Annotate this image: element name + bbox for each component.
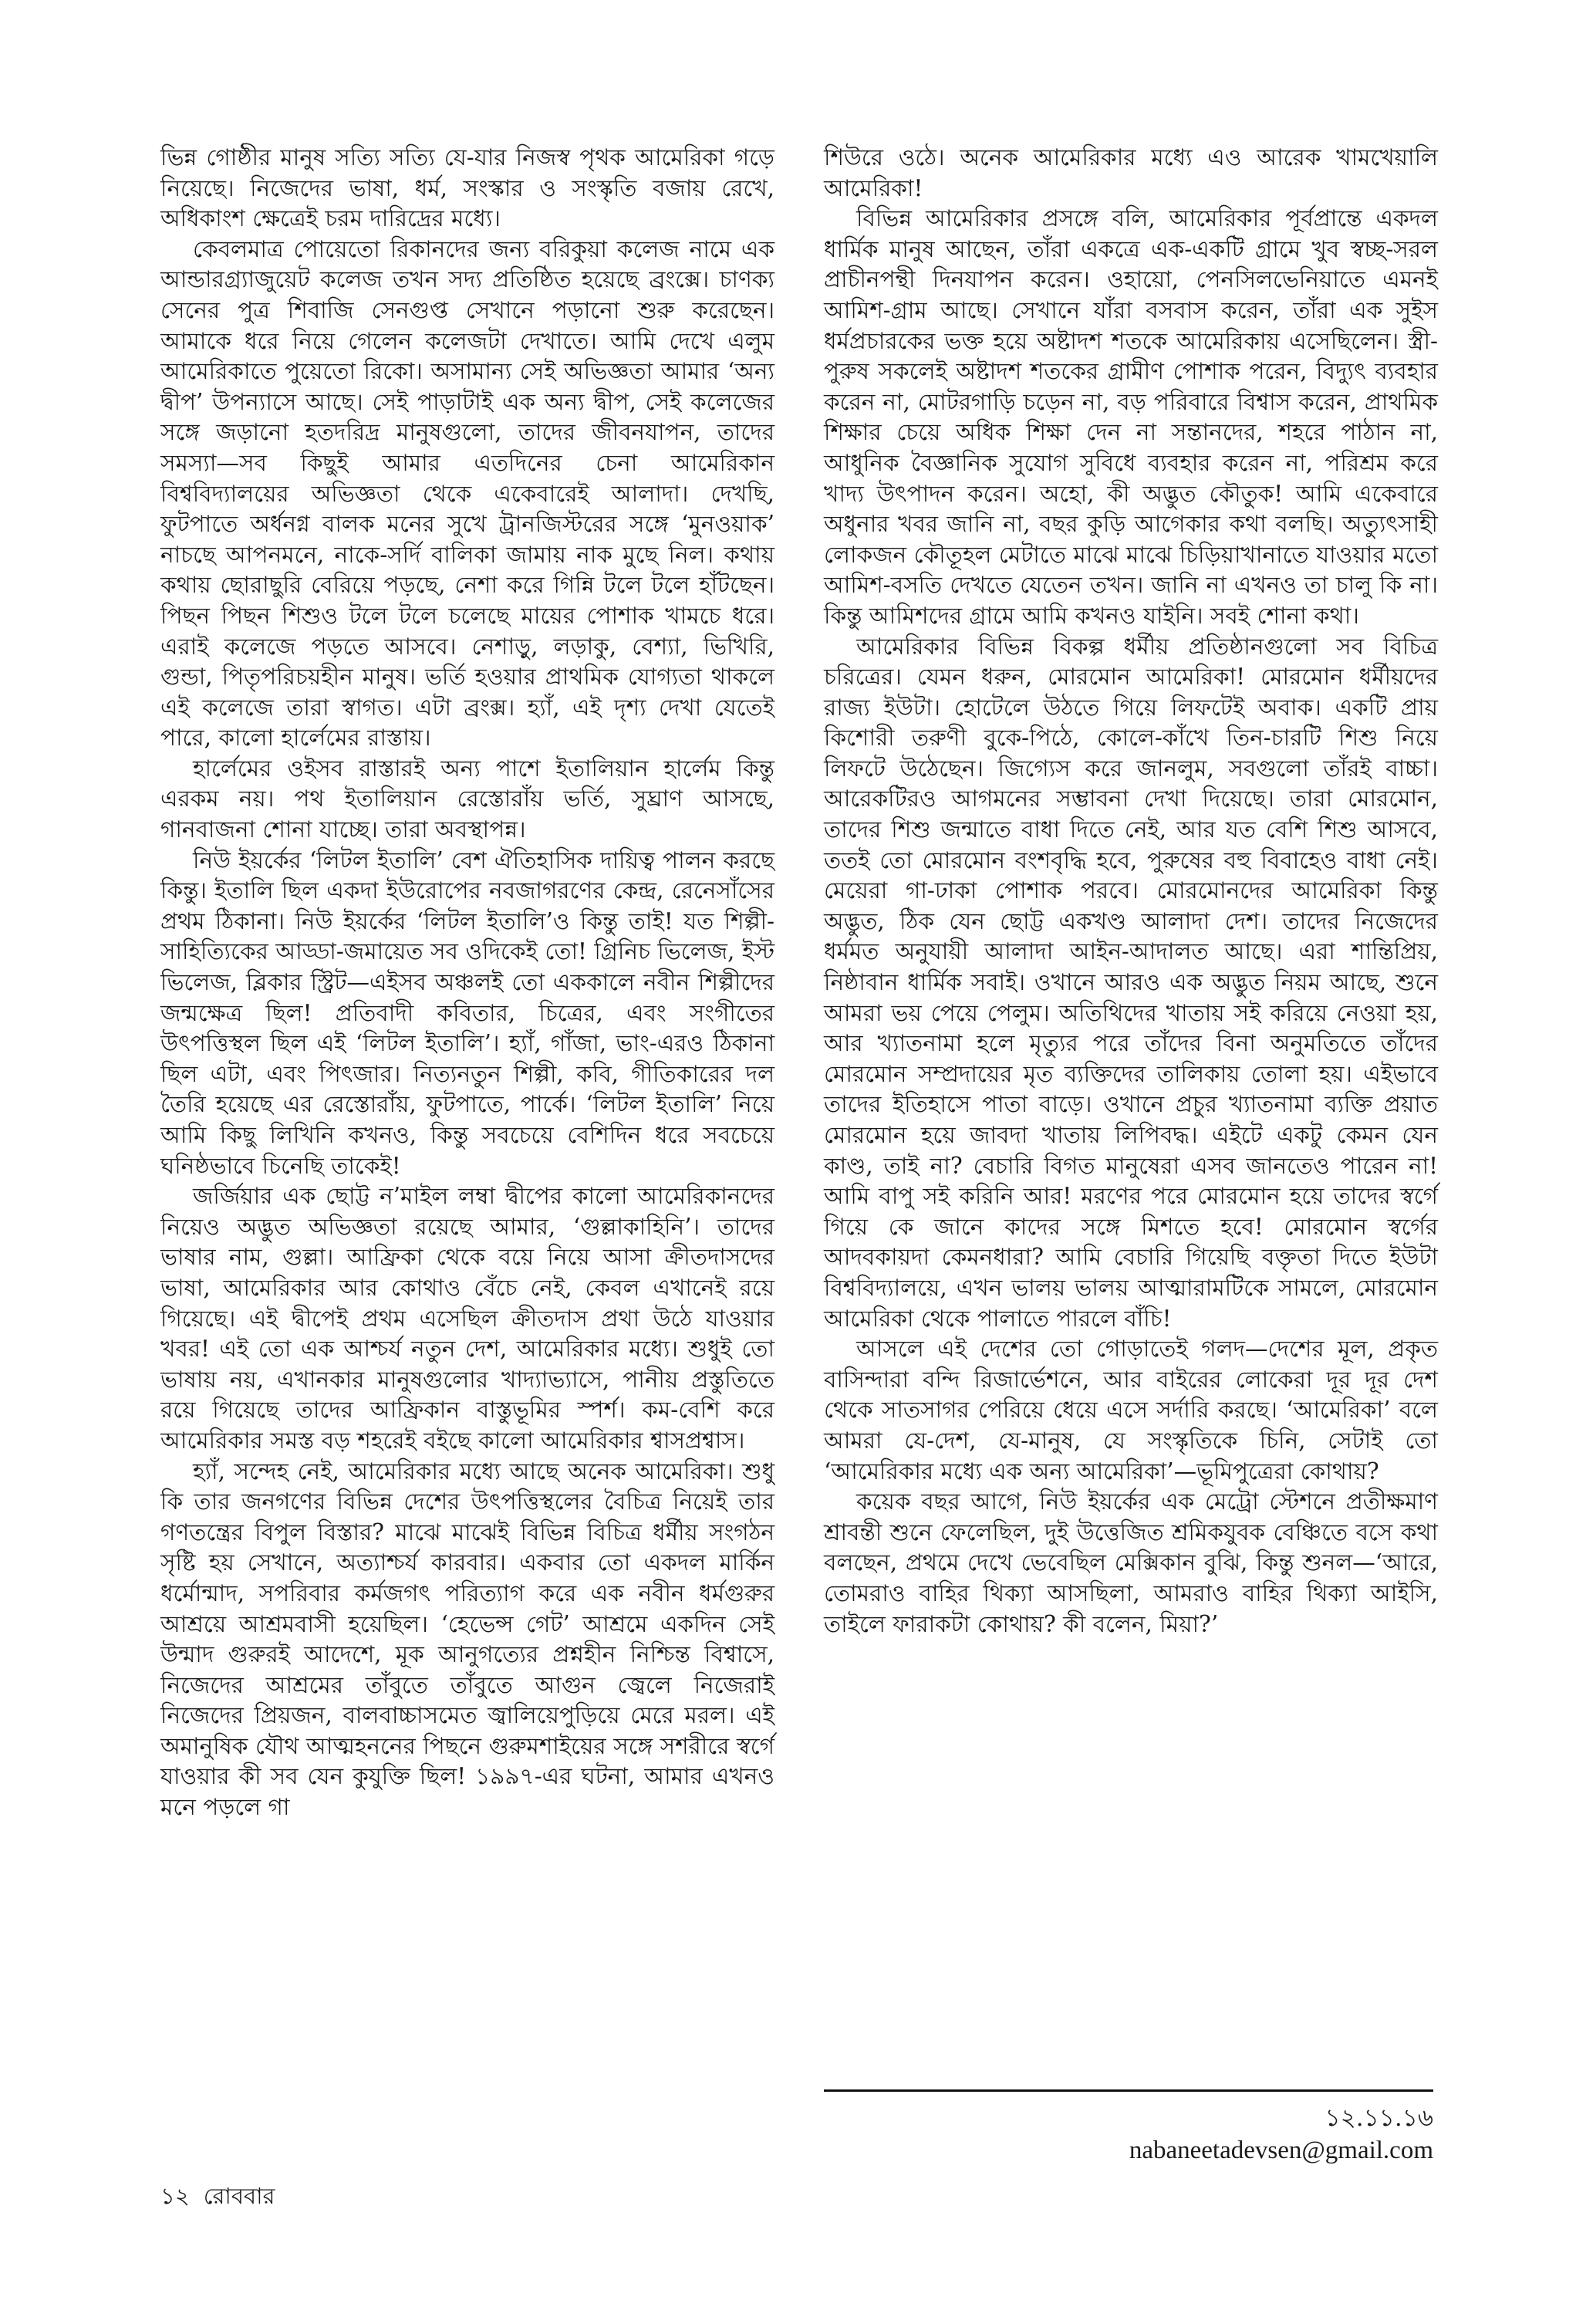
section-name: রোববার	[203, 2183, 275, 2209]
article-date: ১২.১১.১৬	[1325, 2104, 1433, 2132]
signature-divider	[824, 2089, 1433, 2092]
article-column-left	[160, 143, 775, 1823]
paragraph: হার্লেমের ওইসব রাস্তারই অন্য পাশে ইতালিয়ান হার্লেম কিন্তু এরকম নয়। পথ ইতালিয়ান রেস্তোরাঁয় ভর্তি, সুঘ্রাণ আসছে, গানবাজনা শোনা যাচ্ছে। তারা অবস্থাপন্ন।	[160, 755, 775, 843]
article-column-right	[824, 143, 1438, 1640]
paragraph: ভিন্ন গোষ্ঠীর মানুষ সত্যি সত্যি যে-যার নিজস্ব পৃথক আমেরিকা গড়ে নিয়েছে। নিজেদের ভাষা, ধর্ম, সংস্কার ও সংস্কৃতি বজায় রেখে, অধিকাংশ ক্ষেত্রেই চরম দারিদ্রের মধ্যে।	[160, 144, 775, 232]
paragraph: কেবলমাত্র পোয়েতো রিকানদের জন্য বরিকুয়া কলেজ নামে এক আন্ডারগ্র্যাজুয়েট কলেজ তখন সদ্য প্রতিষ্ঠিত হয়েছে ব্রংক্সে। চাণক্য সেনের পুত্র শিবাজি সেনগুপ্ত সেখানে পড়ানো শুরু করেছেন। আমাকে ধরে নিয়ে গেলেন কলেজটা দেখাতে। আমি দেখে এলুম আমেরিকাতে পুয়েতো রিকো। অসামান্য সেই অভিজ্ঞতা আমার ‘অন্য দ্বীপ’ উপন্যাসে আছে। সেই পাড়াটাই এক অন্য দ্বীপ, সেই কলেজের সঙ্গে জড়ানো হতদরিদ্র মানুষগুলো, তাদের জীবনযাপন, তাদের সমস্যা—সব কিছুই আমার এতদিনের চেনা আমেরিকান বিশ্ববিদ্যালয়ের অভিজ্ঞতা থেকে একেবারেই আলাদা। দেখছি, ফুটপাতে অর্ধনগ্ন বালক মনের সুখে ট্রানজিস্টরের সঙ্গে ‘মুনওয়াক’ নাচছে আপনমনে, নাকে-সর্দি বালিকা জামায় নাক মুছে নিল। কথায় কথায় ছোরাছুরি বেরিয়ে পড়ছে, নেশা করে গিন্নি টলে টলে হাঁটছেন। পিছন পিছন শিশুও টলে টলে চলেছে মায়ের পোশাক খামচে ধরে। এরাই কলেজে পড়তে আসবে। নেশাড়ু, লড়াকু, বেশ্যা, ভিখিরি, গুন্ডা, পিতৃপরিচয়হীন মানুষ। ভর্তি হওয়ার প্রাথমিক যোগ্যতা থাকলে এই কলেজে তারা স্বাগত। এটা ব্রংক্স। হ্যাঁ, এই দৃশ্য দেখা যেতেই পারে, কালো হার্লেমের রাস্তায়।	[160, 235, 775, 752]
paragraph: আমেরিকার বিভিন্ন বিকল্প ধর্মীয় প্রতিষ্ঠানগুলো সব বিচিত্র চরিত্রের। যেমন ধরুন, মোরমোন আমেরিকা! মোরমোন ধর্মীয়দের রাজ্য ইউটা। হোটেলে উঠতে গিয়ে লিফটেই অবাক। একটি প্রায় কিশোরী তরুণী বুকে-পিঠে, কোলে-কাঁখে তিন-চারটি শিশু নিয়ে লিফটে উঠেছেন। জিগ্যেস করে জানলুম, সবগুলো তাঁরই বাচ্চা। আরেকটিরও আগমনের সম্ভাবনা দেখা দিয়েছে। তারা মোরমোন, তাদের শিশু জন্মাতে বাধা দিতে নেই, আর যত বেশি শিশু আসবে, ততই তো মোরমোন বংশবৃদ্ধি হবে, পুরুষের বহু বিবাহেও বাধা নেই। মেয়েরা গা-ঢাকা পোশাক পরবে। মোরমোনদের আমেরিকা কিন্তু অদ্ভুত, ঠিক যেন ছোট্ট একখণ্ড আলাদা দেশ। তাদের নিজেদের ধর্মমত অনুযায়ী আলাদা আইন-আদালত আছে। এরা শান্তিপ্রিয়, নিষ্ঠাবান ধার্মিক সবাই। ওখানে আরও এক অদ্ভুত নিয়ম আছে, শুনে আমরা ভয় পেয়ে পেলুম। অতিথিদের খাতায় সই করিয়ে নেওয়া হয়, আর খ্যাতনামা হলে মৃত্যুর পরে তাঁদের বিনা অনুমতিতে তাঁদের মোরমোন সম্প্রদায়ের মৃত ব্যক্তিদের তালিকায় তোলা হয়। এইভাবে তাদের ইতিহাসে পাতা বাড়ে। ওখানে প্রচুর খ্যাতনামা ব্যক্তি প্রয়াত মোরমোন হয়ে জাবদা খাতায় লিপিবদ্ধ। এইটে একটু কেমন যেন কাণ্ড, তাই না? বেচারি বিগত মানুষেরা এসব জানতেও পারেন না! আমি বাপু সই করিনি আর! মরণের পরে মোরমোন হয়ে তাদের স্বর্গে গিয়ে কে জানে কাদের সঙ্গে মিশতে হবে! মোরমোন স্বর্গের আদবকায়দা কেমনধারা? আমি বেচারি গিয়েছি বক্তৃতা দিতে ইউটা বিশ্ববিদ্যালয়ে, এখন ভালয় ভালয় আত্মারামটিকে সামলে, মোরমোন আমেরিকা থেকে পালাতে পারলে বাঁচি!	[824, 633, 1438, 1332]
paragraph: বিভিন্ন আমেরিকার প্রসঙ্গে বলি, আমেরিকার পূর্বপ্রান্তে একদল ধার্মিক মানুষ আছেন, তাঁরা একত্রে এক-একটি গ্রামে খুব স্বচ্ছ-সরল প্রাচীনপন্থী দিনযাপন করেন। ওহায়ো, পেনসিলভেনিয়াতে এমনই আমিশ-গ্রাম আছে। সেখানে যাঁরা বসবাস করেন, তাঁরা এক সুইস ধর্মপ্রচারকের ভক্ত হয়ে অষ্টাদশ শতকে আমেরিকায় এসেছিলেন। স্ত্রী-পুরুষ সকলেই অষ্টাদশ শতকের গ্রামীণ পোশাক পরেন, বিদ্যুৎ ব্যবহার করেন না, মোটরগাড়ি চড়েন না, বড় পরিবারে বিশ্বাস করেন, প্রাথমিক শিক্ষার চেয়ে অধিক শিক্ষা দেন না সন্তানদের, শহরে পাঠান না, আধুনিক বৈজ্ঞানিক সুযোগ সুবিধে ব্যবহার করেন না, পরিশ্রম করে খাদ্য উৎপাদন করেন। অহো, কী অদ্ভুত কৌতুক! আমি একেবারে অধুনার খবর জানি না, বছর কুড়ি আগেকার কথা বলছি। অত্যুৎসাহী লোকজন কৌতূহল মেটাতে মাঝে মাঝে চিড়িয়াখানাতে যাওয়ার মতো আমিশ-বসতি দেখতে যেতেন তখন। জানি না এখনও তা চালু কি না। কিন্তু আমিশদের গ্রামে আমি কখনও যাইনি। সবই শোনা কথা।	[824, 205, 1438, 629]
page-footer	[160, 2180, 289, 2211]
paragraph: শিউরে ওঠে। অনেক আমেরিকার মধ্যে এও আরেক খামখেয়ালি আমেরিকা!	[824, 144, 1438, 201]
author-email[interactable]: nabaneetadevsen@gmail.com	[1129, 2137, 1433, 2164]
paragraph: আসলে এই দেশের তো গোড়াতেই গলদ—দেশের মূল, প্রকৃত বাসিন্দারা বন্দি রিজার্ভেশনে, আর বাইরের লোকেরা দূর দূর দেশ থেকে সাতসাগর পেরিয়ে ধেয়ে এসে সর্দারি করছে। ‘আমেরিকা’ বলে আমরা যে-দেশ, যে-মানুষ, যে সংস্কৃতিকে চিনি, সেটাই তো ‘আমেরিকার মধ্যে এক অন্য আমেরিকা’—ভূমিপুত্রেরা কোথায়?	[824, 1336, 1438, 1485]
paragraph: হ্যাঁ, সন্দেহ নেই, আমেরিকার মধ্যে আছে অনেক আমেরিকা। শুধু কি তার জনগণের বিভিন্ন দেশের উৎপত্তিস্থলের বৈচিত্র নিয়েই তার গণতন্ত্রের বিপুল বিস্তার? মাঝে মাঝেই বিভিন্ন বিচিত্র ধর্মীয় সংগঠন সৃষ্টি হয় সেখানে, অত্যাশ্চর্য কারবার। একবার তো একদল মার্কিন ধর্মোন্মাদ, সপরিবার কর্মজগৎ পরিত্যাগ করে এক নবীন ধর্মগুরুর আশ্রয়ে আশ্রমবাসী হয়েছিল। ‘হেভেন্স গেট’ আশ্রমে একদিন সেই উন্মাদ গুরুরই আদেশে, মূক আনুগত্যের প্রশ্নহীন নিশ্চিন্ত বিশ্বাসে, নিজেদের আশ্রমের তাঁবুতে তাঁবুতে আগুন জ্বেলে নিজেরাই নিজেদের প্রিয়জন, বালবাচ্চাসমেত জ্বালিয়েপুড়িয়ে মেরে মরল। এই অমানুষিক যৌথ আত্মহননের পিছনে গুরুমশাইয়ের সঙ্গে সশরীরে স্বর্গে যাওয়ার কী সব যেন কুযুক্তি ছিল! ১৯৯৭-এর ঘটনা, আমার এখনও মনে পড়লে গা	[160, 1458, 775, 1821]
page-number: ১২	[160, 2183, 190, 2209]
paragraph: নিউ ইয়র্কের ‘লিটল ইতালি’ বেশ ঐতিহাসিক দায়িত্ব পালন করছে কিন্তু। ইতালি ছিল একদা ইউরোপের নবজাগরণের কেন্দ্র, রেনেসাঁসের প্রথম ঠিকানা। নিউ ইয়র্কের ‘লিটল ইতালি’ও কিন্তু তাই! যত শিল্পী-সাহিত্যিকের আড্ডা-জমায়েত সব ওদিকেই তো! গ্রিনিচ ভিলেজ, ইস্ট ভিলেজ, ব্লিকার স্ট্রিট—এইসব অঞ্চলই তো এককালে নবীন শিল্পীদের জন্মক্ষেত্র ছিল! প্রতিবাদী কবিতার, চিত্রের, এবং সংগীতের উৎপত্তিস্থল ছিল এই ‘লিটল ইতালি’। হ্যাঁ, গাঁজা, ভাং-এরও ঠিকানা ছিল এটা, এবং পিৎজার। নিত্যনতুন শিল্পী, কবি, গীতিকারের দল তৈরি হয়েছে এর রেস্তোরাঁয়, ফুটপাতে, পার্কে। ‘লিটল ইতালি’ নিয়ে আমি কিছু লিখিনি কখনও, কিন্তু সবচেয়ে বেশিদিন ধরে সবচেয়ে ঘনিষ্ঠভাবে চিনেছি তাকেই!	[160, 846, 775, 1179]
paragraph: জর্জিয়ার এক ছোট্ট ন’মাইল লম্বা দ্বীপের কালো আমেরিকানদের নিয়েও অদ্ভুত অভিজ্ঞতা রয়েছে আমার, ‘গুল্লাকাহিনি’। তাদের ভাষার নাম, গুল্লা। আফ্রিকা থেকে বয়ে নিয়ে আসা ক্রীতদাসদের ভাষা, আমেরিকার আর কোথাও বেঁচে নেই, কেবল এখানেই রয়ে গিয়েছে। এই দ্বীপেই প্রথম এসেছিল ক্রীতদাস প্রথা উঠে যাওয়ার খবর! এই তো এক আশ্চর্য নতুন দেশ, আমেরিকার মধ্যে। শুধুই তো ভাষায় নয়, এখানকার মানুষগুলোর খাদ্যাভ্যাসে, পানীয় প্রস্তুতিতে রয়ে গিয়েছে তাদের আফ্রিকান বাস্তুভূমির স্পর্শ। কম-বেশি করে আমেরিকার সমস্ত বড় শহরেই বইছে কালো আমেরিকার শ্বাসপ্রশ্বাস।	[160, 1183, 775, 1454]
paragraph: কয়েক বছর আগে, নিউ ইয়র্কের এক মেট্রো স্টেশনে প্রতীক্ষমাণ শ্রাবন্তী শুনে ফেলেছিল, দুই উত্তেজিত শ্রমিকযুবক বেঞ্চিতে বসে কথা বলছেন, প্রথমে দেখে ভেবেছিল মেক্সিকান বুঝি, কিন্তু শুনল—‘আরে, তোমরাও বাহির থিক্যা আসছিলা, আমরাও বাহির থিক্যা আইসি, তাইলে ফারাকটা কোথায়? কী বলেন, মিয়া?’	[824, 1488, 1438, 1637]
